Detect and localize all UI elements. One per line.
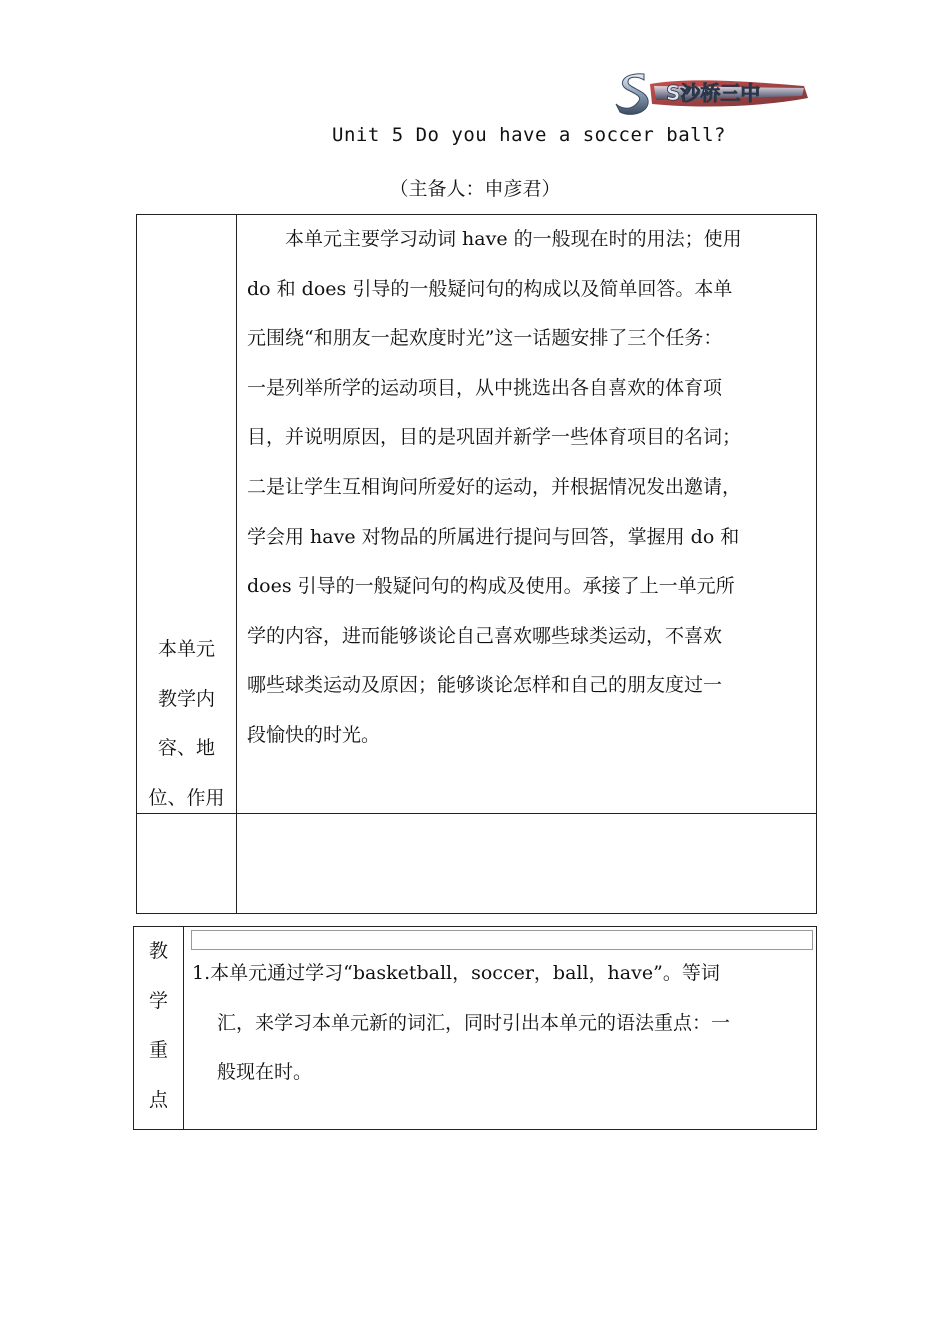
text-line: 1.本单元通过学习“basketball，soccer，ball，have”。等词: [192, 962, 720, 984]
text-line: do 和 does 引导的一般疑问句的构成以及简单回答。本单: [247, 277, 733, 300]
text-line: 一是列举所学的运动项目，从中挑选出各自喜欢的体育项: [247, 376, 723, 399]
text-line: 元围绕“和朋友一起欢度时光”这一话题安排了三个任务：: [247, 327, 723, 350]
label-char: 点: [148, 1088, 168, 1111]
page-subtitle: （主备人：申彦君）: [389, 178, 561, 200]
svg-text:S沙桥三中: S沙桥三中: [666, 81, 761, 105]
table-divider: [236, 215, 237, 913]
text-line: 般现在时。: [217, 1061, 313, 1084]
text-line: 汇，来学习本单元新的词汇，同时引出本单元的语法重点：一: [217, 1011, 731, 1034]
label-line: 容、地: [157, 737, 215, 760]
label-char: 教: [148, 940, 168, 962]
content-table: [136, 214, 817, 914]
key-points-table: [133, 926, 817, 1130]
text-line: 段愉快的时光。: [247, 723, 381, 746]
key-points-text: [192, 949, 814, 1098]
school-logo: [614, 68, 814, 118]
text-line: 学的内容，进而能够谈论自己喜欢哪些球类运动，不喜欢: [247, 624, 723, 647]
text-line: 二是让学生互相询问所爱好的运动，并根据情况发出邀请，: [247, 475, 742, 498]
school-logo-icon: [614, 68, 814, 118]
row-label-unit-content: [137, 625, 236, 823]
text-line: does 引导的一般疑问句的构成及使用。承接了上一单元所: [247, 575, 735, 598]
text-line: 学会用 have 对物品的所属进行提问与回答，掌握用 do 和: [247, 525, 740, 548]
empty-header-cell: [191, 930, 813, 950]
table-divider: [183, 927, 184, 1129]
unit-content-text: [247, 215, 809, 761]
text-line: 目，并说明原因，目的是巩固并新学一些体育项目的名词；: [247, 426, 742, 449]
label-line: 本单元: [157, 638, 215, 660]
label-line: 教学内: [157, 687, 215, 710]
table-divider: [137, 813, 816, 814]
row-label-key-points: [134, 927, 183, 1125]
label-char: 学: [148, 989, 168, 1012]
page-title: Unit 5 Do you have a soccer ball?: [332, 124, 726, 146]
text-line: 本单元主要学习动词 have 的一般现在时的用法；使用: [247, 228, 742, 250]
label-line: 位、作用: [148, 786, 225, 809]
label-char: 重: [148, 1039, 168, 1062]
text-line: 哪些球类运动及原因；能够谈论怎样和自己的朋友度过一: [247, 674, 723, 697]
